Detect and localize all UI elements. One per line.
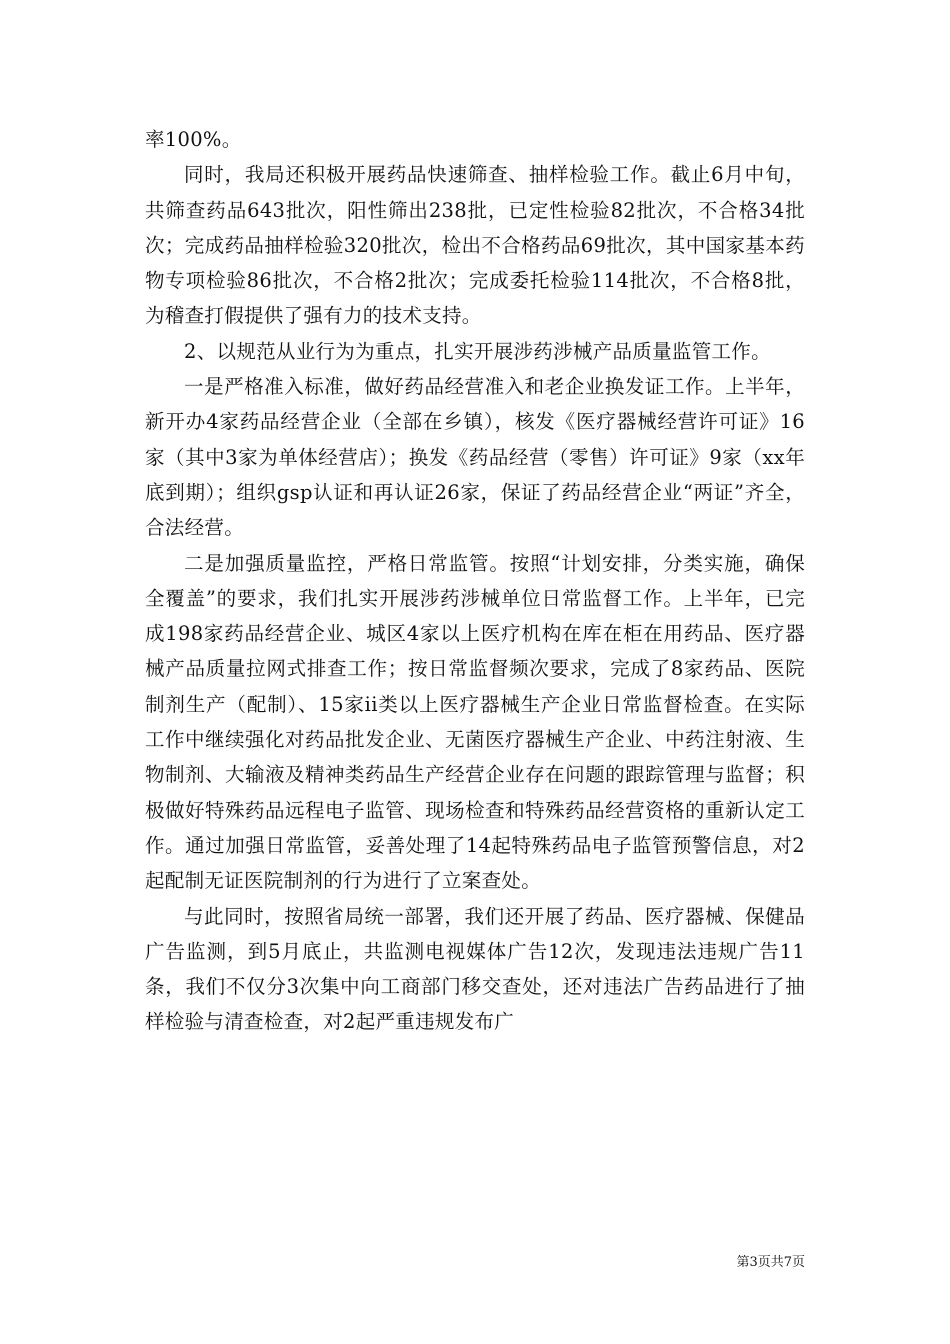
paragraph-section-heading: 2、以规范从业行为为重点，扎实开展涉药涉械产品质量监管工作。 bbox=[184, 339, 771, 363]
paragraph-continuation: 率100%。 bbox=[145, 128, 242, 151]
paragraph-drug-screening: 同时，我局还积极开展药品快速筛查、抽样检验工作。截止6月中旬，共筛查药品643批次，阳性筛出238批，已定性检验82批次，不合格34批次；完成药品抽样检验320批次，检出不合格药品69批次，其中国家基本药物专项检验86批次，不合格2批次；完成委托检验114批次，不合格8批，为稽查打假提供了强有力的技术支持。 bbox=[145, 163, 805, 328]
document-body bbox=[145, 122, 805, 1040]
paragraph-access-standards: 一是严格准入标准，做好药品经营准入和老企业换发证工作。上半年，新开办4家药品经营企业（全部在乡镇），核发《医疗器械经营许可证》16家（其中3家为单体经营店）；换发《药品经营（零售）许可证》9家（xx年底到期）；组织gsp认证和再认证26家，保证了药品经营企业“两证”齐全，合法经营。 bbox=[145, 375, 805, 540]
page-number: 第3页共7页 bbox=[736, 1255, 805, 1270]
paragraph-quality-monitoring: 二是加强质量监控，严格日常监管。按照“计划安排，分类实施，确保全覆盖”的要求，我们扎实开展涉药涉械单位日常监督工作。上半年，已完成198家药品经营企业、城区4家以上医疗机构在库在柜在用药品、医疗器械产品质量拉网式排查工作；按日常监督频次要求，完成了8家药品、医院制剂生产（配制）、15家ii类以上医疗器械生产企业日常监督检查。在实际工作中继续强化对药品批发企业、无菌医疗器械生产企业、中药注射液、生物制剂、大输液及精神类药品生产经营企业存在问题的跟踪管理与监督；积极做好特殊药品远程电子监管、现场检查和特殊药品经营资格的重新认定工作。通过加强日常监管，妥善处理了14起特殊药品电子监管预警信息，对2起配制无证医院制剂的行为进行了立案查处。 bbox=[145, 551, 805, 893]
paragraph-ad-monitoring: 与此同时，按照省局统一部署，我们还开展了药品、医疗器械、保健品广告监测，到5月底止，共监测电视媒体广告12次，发现违法违规广告11条，我们不仅分3次集中向工商部门移交查处，还对违法广告药品进行了抽样检验与清查检查，对2起严重违规发布广 bbox=[145, 904, 805, 1034]
